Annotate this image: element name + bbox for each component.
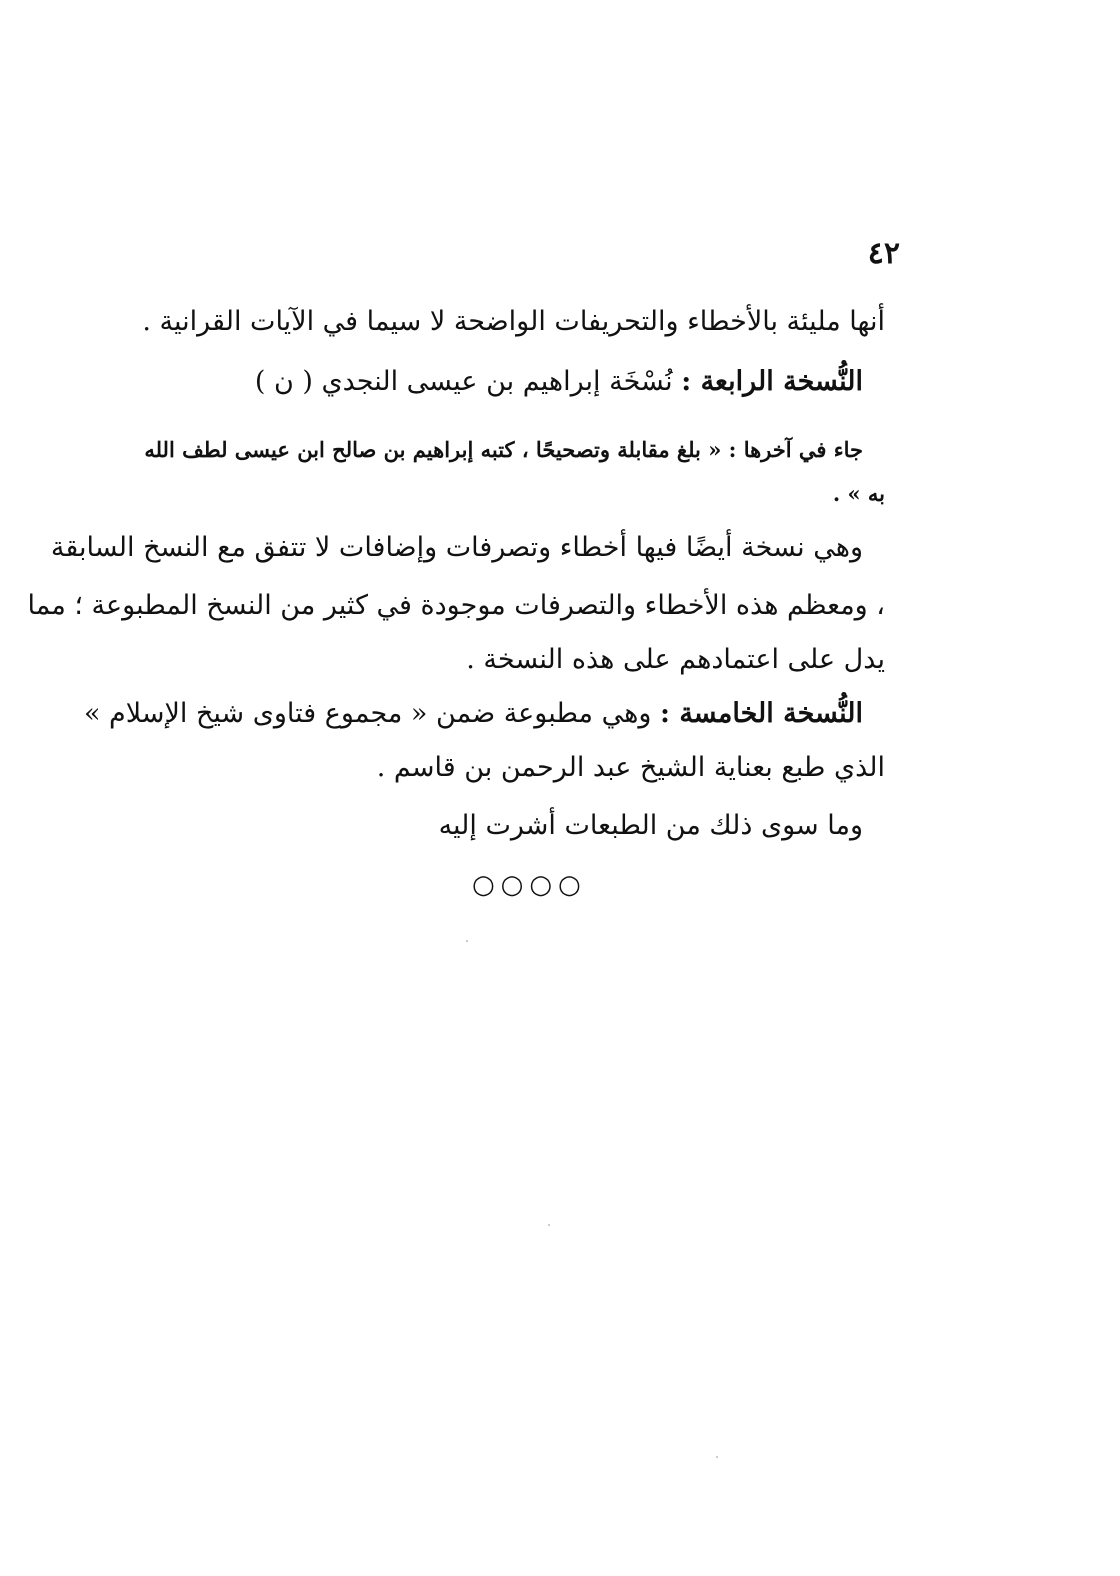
manuscript-description-fifth: وهي مطبوعة ضمن « مجموع فتاوى شيخ الإسلام » [83, 698, 652, 729]
section-heading-fourth: النُّسخة الرابعة : [681, 366, 863, 397]
section-heading-fifth: النُّسخة الخامسة : [659, 698, 863, 729]
text-line-10: وما سوى ذلك من الطبعات أشرت إليه [438, 810, 863, 841]
quote-line-2: به » . [832, 481, 885, 506]
scan-speck [548, 1224, 550, 1226]
page-number: ٤٢ [867, 236, 900, 271]
text-line-1: أنها مليئة بالأخطاء والتحريفات الواضحة لا سيما في الآيات القرانية . [142, 306, 885, 337]
scan-speck [716, 1456, 718, 1458]
text-line-7: يدل على اعتمادهم على هذه النسخة . [466, 644, 885, 675]
text-line-2 [255, 362, 863, 402]
manuscript-title-fourth: نُسْخَة إبراهيم بن عيسى النجدي ( ن ) [254, 366, 673, 397]
quote-line-1: جاء في آخرها : « بلغ مقابلة وتصحيحًا ، كتبه إبراهيم بن صالح ابن عيسى لطف الله [144, 437, 863, 462]
text-line-6: ، ومعظم هذه الأخطاء والتصرفات موجودة في كثير من النسخ المطبوعة ؛ مما [27, 590, 885, 621]
text-line-5: وهي نسخة أيضًا فيها أخطاء وتصرفات وإضافات لا تتفق مع النسخ السابقة [50, 532, 863, 563]
section-separator: ○○○○ [472, 870, 587, 900]
text-line-9: الذي طبع بعناية الشيخ عبد الرحمن بن قاسم . [376, 752, 885, 783]
body-text [27, 0, 885, 900]
scan-speck [466, 940, 468, 942]
text-line-8 [84, 694, 863, 734]
